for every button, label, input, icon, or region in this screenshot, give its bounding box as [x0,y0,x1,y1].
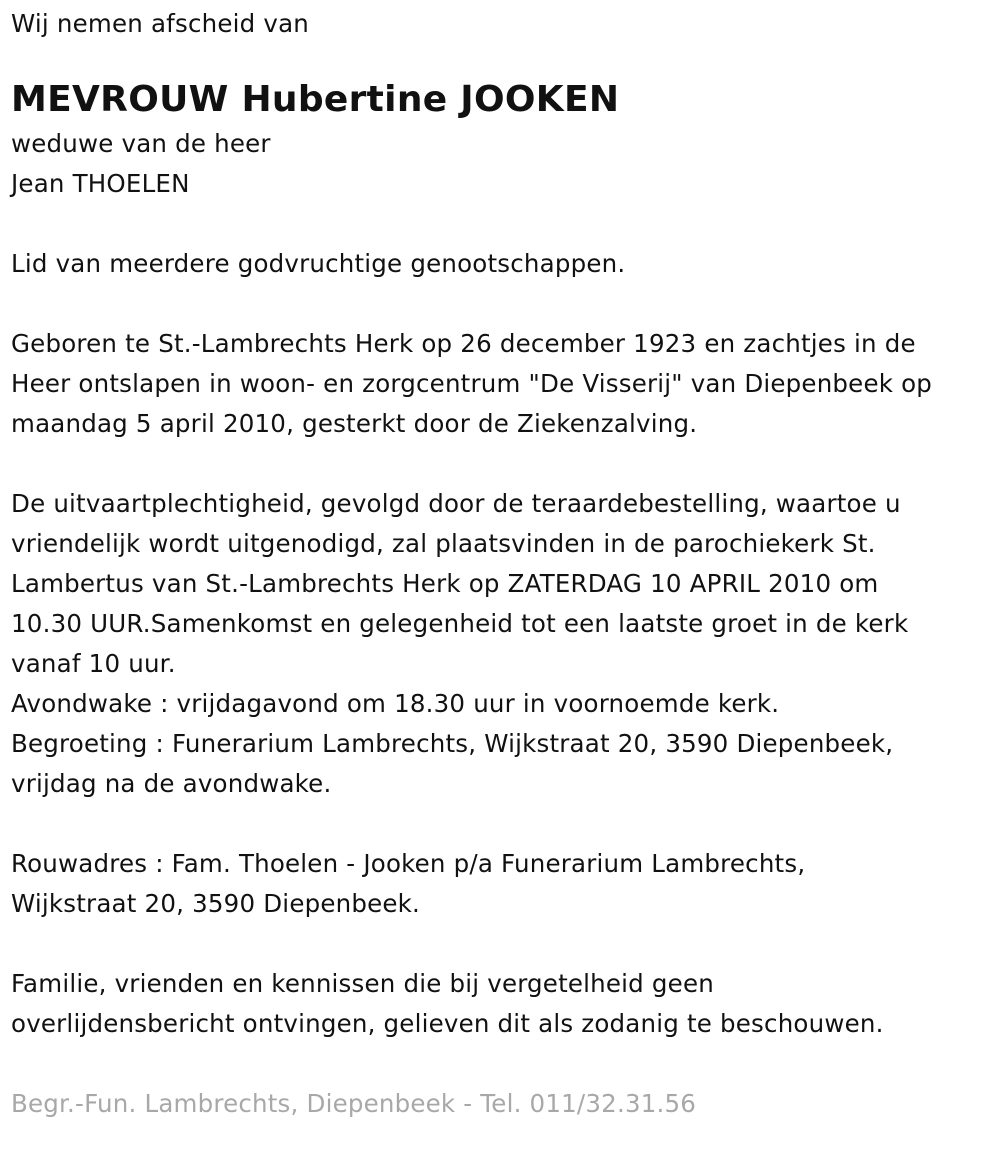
deceased-name: MEVROUW Hubertine JOOKEN [11,79,620,120]
paragraph-line: Rouwadres : Fam. Thoelen - Jooken p/a Funerarium Lambrechts, [11,849,806,878]
birth-paragraph [11,324,996,444]
paragraph-line: overlijdensbericht ontvingen, gelieven dit als zodanig te beschouwen. [11,1009,884,1038]
paragraph-line: vrijdag na de avondwake. [11,769,332,798]
spacer [11,804,996,844]
spacer [11,204,996,244]
paragraph-line: Wijkstraat 20, 3590 Diepenbeek. [11,889,421,918]
paragraph-line: Heer ontslapen in woon- en zorgcentrum "De Visserij" van Diepenbeek op [11,369,933,398]
spouse-line-1: weduwe van de heer [11,129,271,158]
funeral-paragraph [11,484,996,804]
paragraph-line: Lambertus van St.-Lambrechts Herk op ZATERDAG 10 APRIL 2010 om [11,569,879,598]
paragraph-line: vriendelijk wordt uitgenodigd, zal plaatsvinden in de parochiekerk St. [11,529,876,558]
funeral-home-footer: Begr.-Fun. Lambrechts, Diepenbeek - Tel. 011/32.31.56 [11,1089,697,1118]
vigil-line: Avondwake : vrijdagavond om 18.30 uur in voornoemde kerk. [11,689,780,718]
address-paragraph [11,844,996,924]
paragraph-line: Geboren te St.-Lambrechts Herk op 26 december 1923 en zachtjes in de [11,329,916,358]
paragraph-line: 10.30 UUR.Samenkomst en gelegenheid tot een laatste groet in de kerk [11,609,909,638]
spacer [11,1044,996,1084]
spacer [11,444,996,484]
spacer [11,284,996,324]
family-paragraph [11,964,996,1044]
spouse-line-2: Jean THOELEN [11,169,190,198]
death-notice [11,4,996,1124]
paragraph-line: vanaf 10 uur. [11,649,176,678]
intro-text: Wij nemen afscheid van [11,9,310,38]
paragraph-line: maandag 5 april 2010, gesterkt door de Ziekenzalving. [11,409,698,438]
paragraph-line: De uitvaartplechtigheid, gevolgd door de teraardebestelling, waartoe u [11,489,901,518]
greeting-line: Begroeting : Funerarium Lambrechts, Wijkstraat 20, 3590 Diepenbeek, [11,729,894,758]
paragraph-line: Familie, vrienden en kennissen die bij vergetelheid geen [11,969,714,998]
spacer [11,924,996,964]
membership-text: Lid van meerdere godvruchtige genootschappen. [11,249,626,278]
